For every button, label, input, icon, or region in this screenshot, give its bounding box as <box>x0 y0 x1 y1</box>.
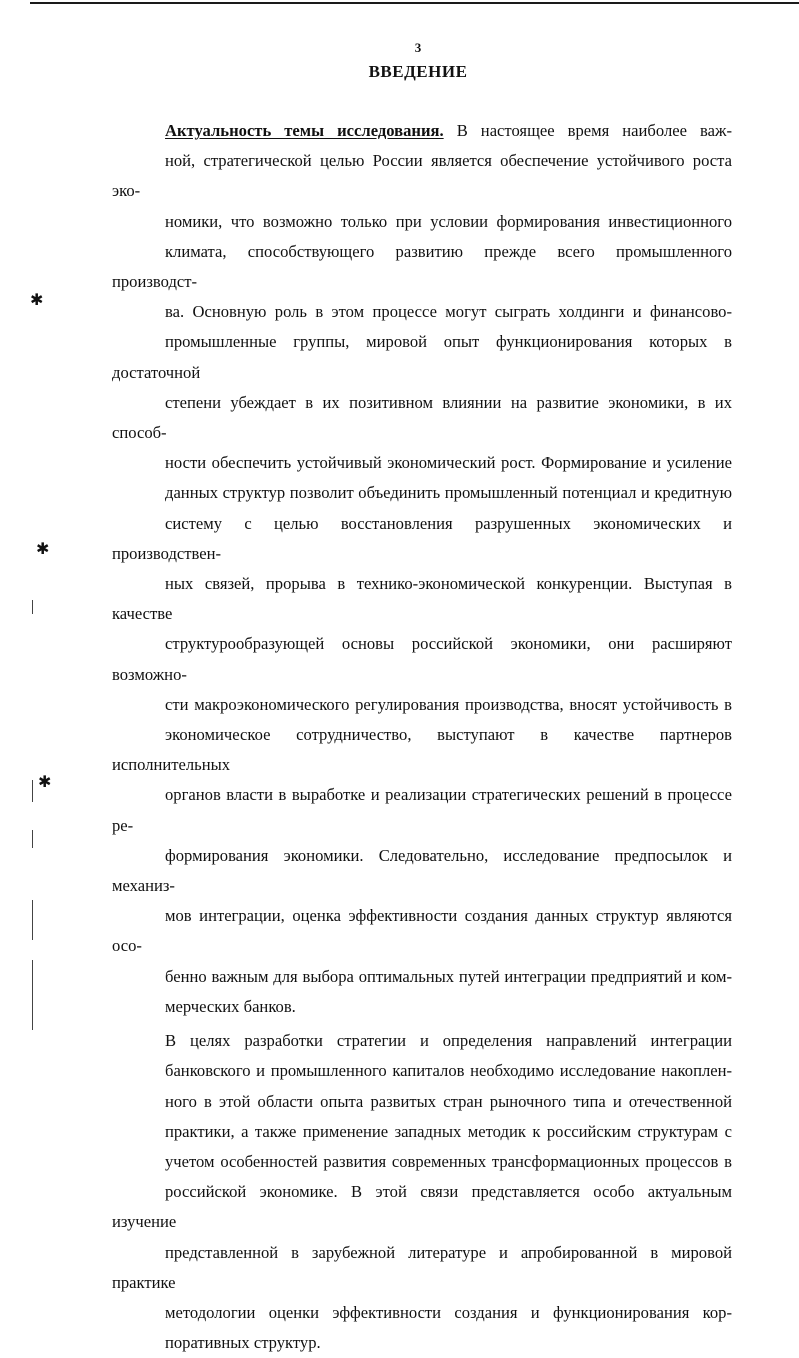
margin-edge-mark <box>32 960 33 1030</box>
document-body <box>112 116 732 1358</box>
paragraph-2-line: российской экономике. В этой связи представляется особо актуальным изучение <box>112 1182 732 1232</box>
margin-mark-2: ✱ <box>36 539 50 558</box>
paragraph-1-line: мерческих банков. <box>165 996 296 1016</box>
page-number: 3 <box>414 40 422 55</box>
paragraph-2-line: методологии оценки эффективности создания и функционирования кор- <box>165 1302 732 1322</box>
paragraph-1-line: формирования экономики. Следовательно, исследование предпосылок и механиз- <box>112 845 732 896</box>
paragraph-1-line: экономическое сотрудничество, выступают в качестве партнеров исполнительных <box>112 725 732 775</box>
paragraph-2-line: практики, а также применение западных методик к российским структурам с <box>165 1121 732 1141</box>
margin-edge-mark <box>32 780 33 802</box>
paragraph-2-line: поративных структур. <box>165 1333 321 1353</box>
margin-edge-mark <box>32 830 33 848</box>
paragraph-2-line: представленной в зарубежной литературе и апробированной в мировой практике <box>112 1242 732 1292</box>
paragraph-1-line: ности обеспечить устойчивый экономический рост. Формирование и усиление <box>165 453 732 473</box>
page-title: ВВЕДЕНИЕ <box>368 62 468 81</box>
margin-edge-mark <box>32 900 33 940</box>
paragraph-1-line: ной, стратегической целью России является обеспечение устойчивого роста эко- <box>112 151 732 201</box>
paragraph-1-line: ных связей, прорыва в технико-экономической конкуренции. Выступая в качестве <box>112 574 732 624</box>
paragraph-1-line: ва. Основную роль в этом процессе могут сыграть холдинги и финансово- <box>165 302 732 322</box>
paragraph-1-line: систему с целью восстановления разрушенных экономических и производствен- <box>112 513 732 563</box>
paragraph-1-line: структурообразующей основы российской экономики, они расширяют возможно- <box>112 634 732 684</box>
paragraph-2-line: ного в этой области опыта развитых стран рыночного типа и отечественной <box>165 1091 732 1111</box>
paragraph-1-line: данных структур позволит объединить промышленный потенциал и кредитную <box>165 483 732 503</box>
paragraph-2-line: учетом особенностей развития современных трансформационных процессов в <box>165 1151 732 1171</box>
section-heading-actuality: Актуальность темы исследования. <box>165 121 444 140</box>
margin-edge-mark <box>32 600 33 614</box>
top-scan-border <box>30 2 799 4</box>
paragraph-1-line: мов интеграции, оценка эффективности создания данных структур являются осо- <box>112 906 732 956</box>
paragraph-1-line: климата, способствующего развитию прежде всего промышленного производст- <box>112 241 732 292</box>
paragraph-1 <box>112 116 732 1022</box>
paragraph-1-line: номики, что возможно только при условии формирования инвестиционного <box>165 211 732 231</box>
paragraph-1-line: Актуальность темы исследования. В настоящее время наиболее важ- <box>165 121 732 140</box>
paragraph-1-line: сти макроэкономического регулирования производства, вносят устойчивость в <box>165 694 732 714</box>
paragraph-1-line: бенно важным для выбора оптимальных путей интеграции предприятий и ком- <box>165 966 732 986</box>
paragraph-1-line: органов власти в выработке и реализации стратегических решений в процессе ре- <box>112 785 732 835</box>
paragraph-2 <box>112 1026 732 1358</box>
margin-mark-3: ✱ <box>38 772 52 791</box>
margin-mark-1: ✱ <box>30 290 44 309</box>
paragraph-2-line: банковского и промышленного капиталов необходимо исследование накоплен- <box>165 1061 732 1081</box>
paragraph-2-line: В целях разработки стратегии и определения направлений интеграции <box>165 1031 732 1051</box>
paragraph-1-line: промышленные группы, мировой опыт функционирования которых в достаточной <box>112 332 732 382</box>
paragraph-1-line: степени убеждает в их позитивном влиянии на развитие экономики, в их способ- <box>112 392 732 443</box>
